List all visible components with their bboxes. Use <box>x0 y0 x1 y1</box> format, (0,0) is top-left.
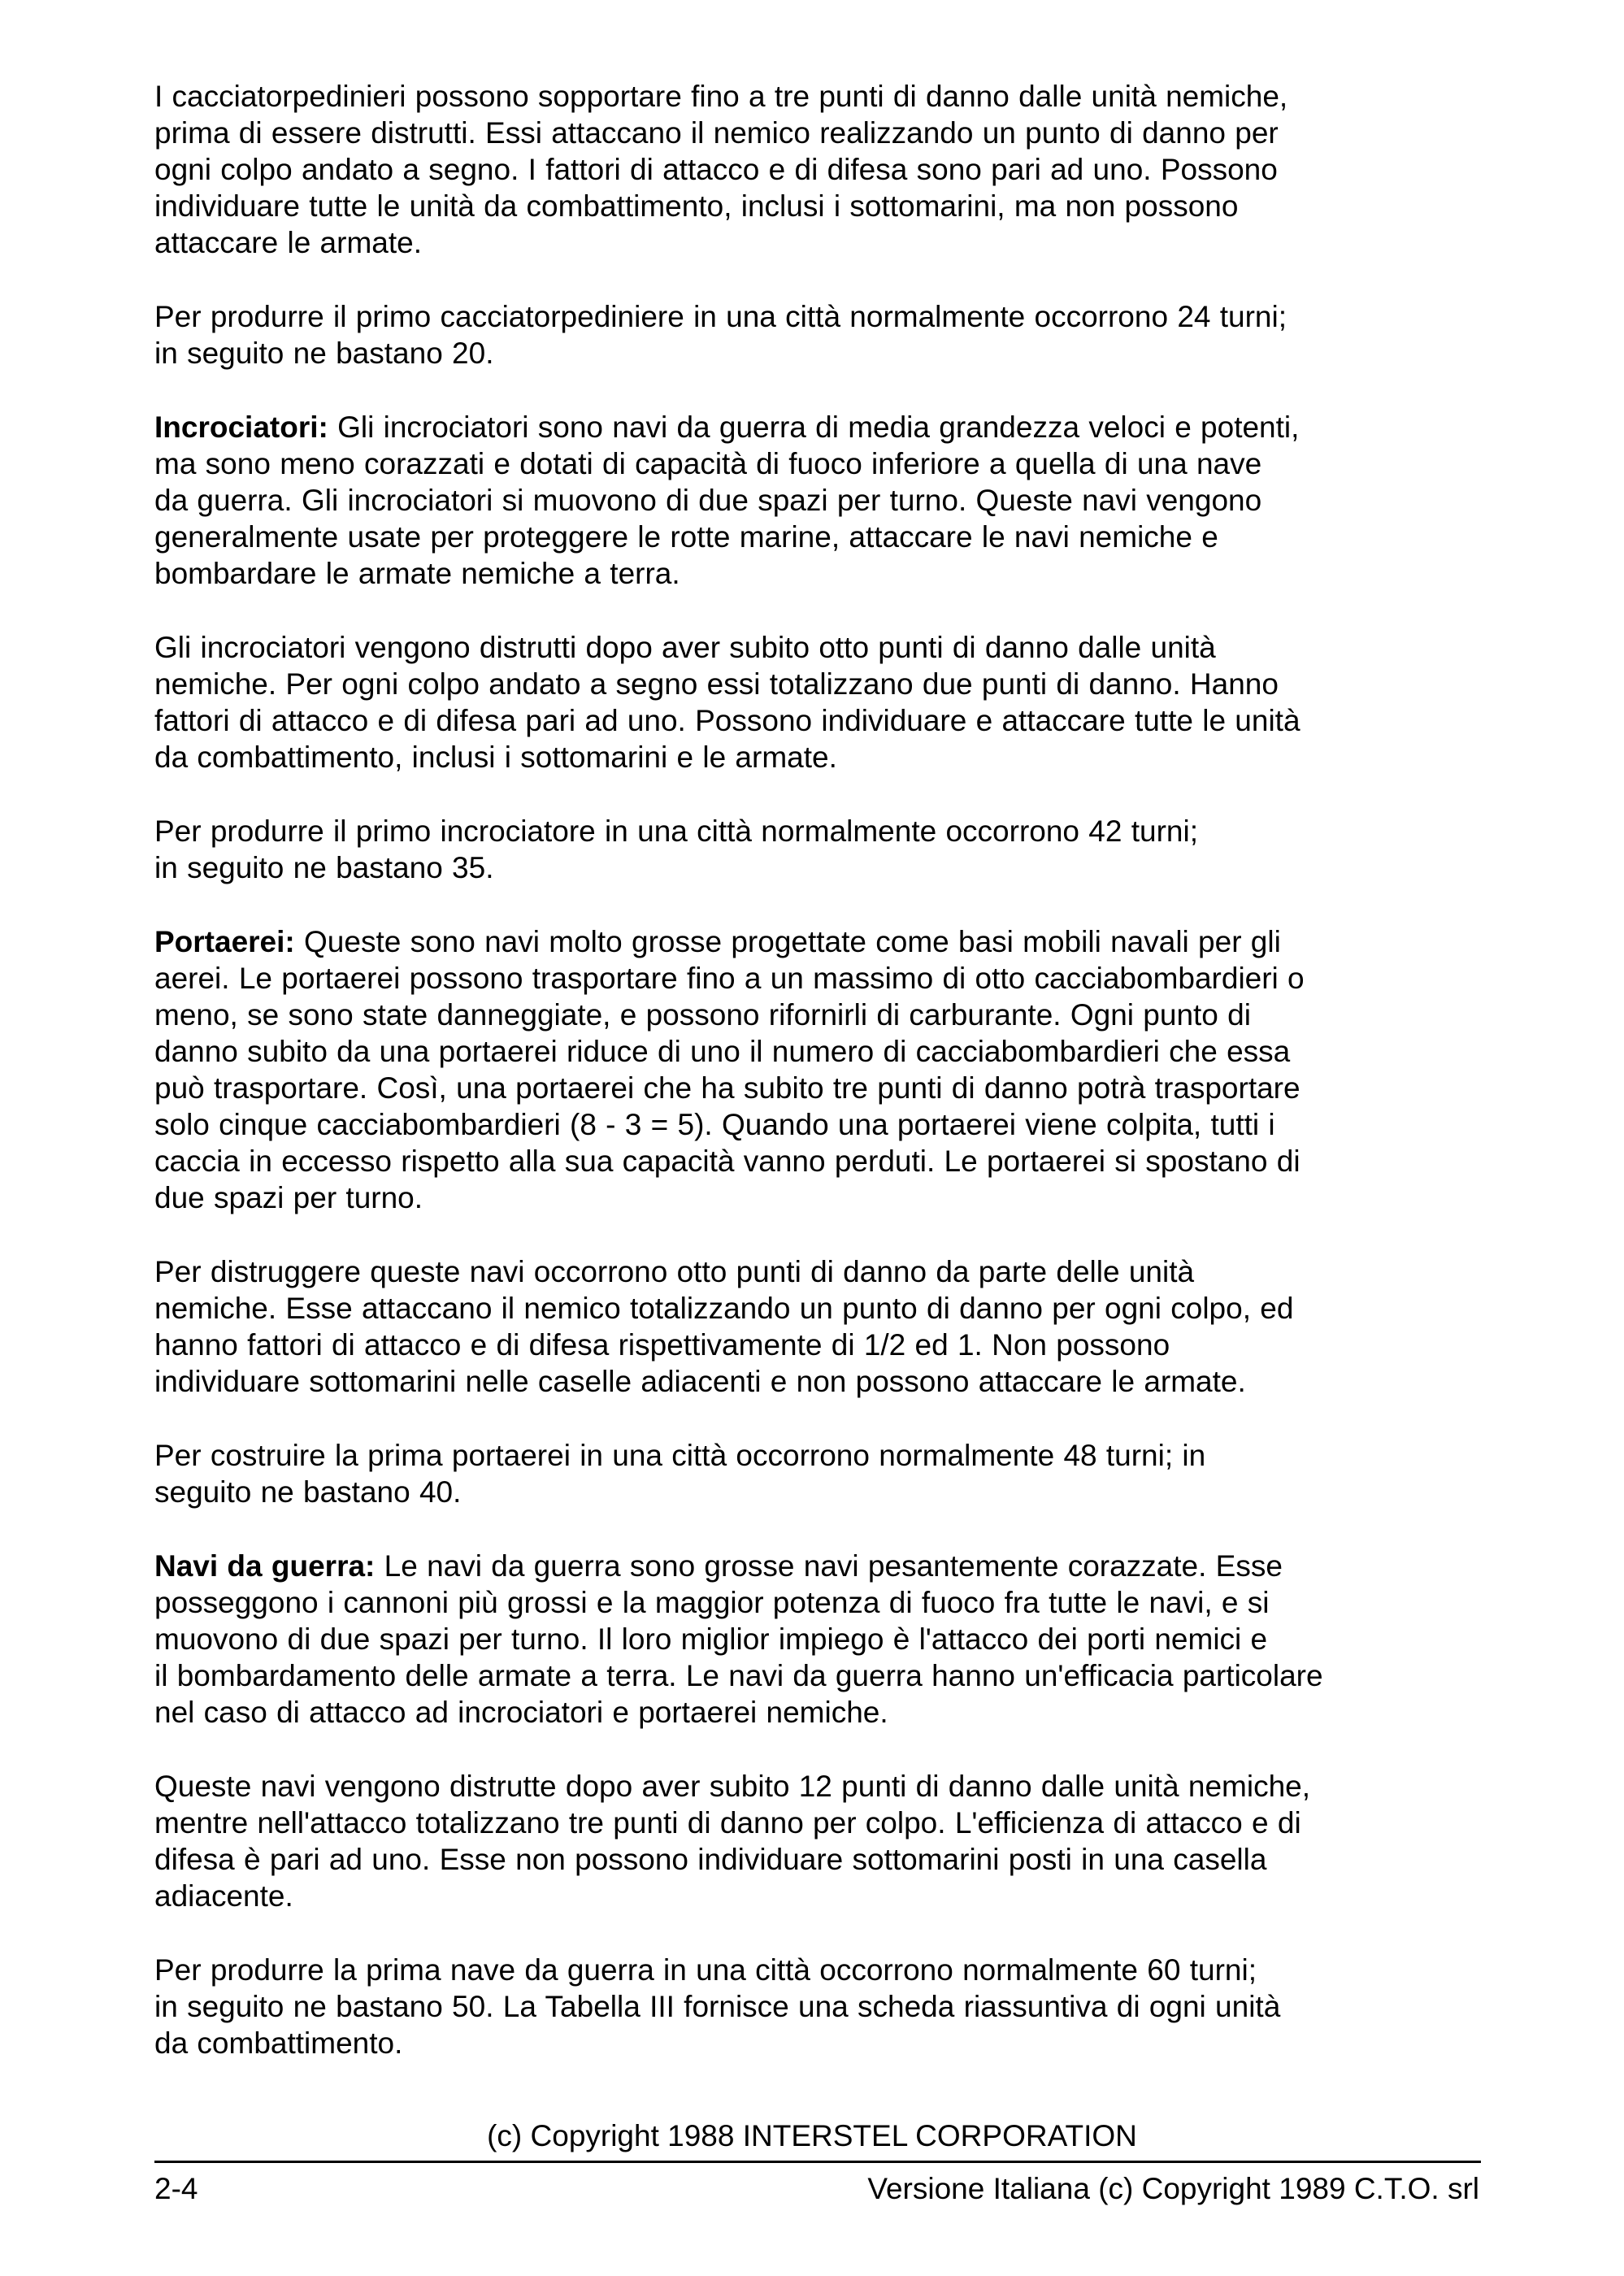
text-line: in seguito ne bastano 35. <box>154 851 494 884</box>
text-line: I cacciatorpedinieri possono sopportare fino a tre punti di danno dalle unità nemiche, <box>154 80 1288 113</box>
page-footer <box>154 2170 1487 2211</box>
text-line: bombardare le armate nemiche a terra. <box>154 557 680 590</box>
text-line: adiacente. <box>154 1879 293 1913</box>
text-line: Queste navi vengono distrutte dopo aver subito 12 punti di danno dalle unità nemiche, <box>154 1770 1311 1803</box>
text-line: posseggono i cannoni più grossi e la maggior potenza di fuoco fra tutte le navi, e si <box>154 1586 1270 1619</box>
text-line: nemiche. Esse attaccano il nemico totalizzando un punto di danno per ogni colpo, ed <box>154 1292 1294 1325</box>
paragraph-cruisers-production <box>154 813 1487 886</box>
text-line: hanno fattori di attacco e di difesa rispettivamente di 1/2 ed 1. Non possono <box>154 1328 1170 1362</box>
text-fragment: Le navi da guerra sono grosse navi pesantemente corazzate. Esse <box>375 1549 1283 1583</box>
text-line: nemiche. Per ogni colpo andato a segno essi totalizzano due punti di danno. Hanno <box>154 667 1279 701</box>
footer-divider <box>154 2161 1481 2163</box>
text-line: due spazi per turno. <box>154 1181 423 1214</box>
paragraph-carriers-intro <box>154 923 1487 1216</box>
paragraph-carriers-damage <box>154 1253 1487 1400</box>
paragraph-cruisers-damage <box>154 629 1487 775</box>
text-line: ma sono meno corazzati e dotati di capacità di fuoco inferiore a quella di una nave <box>154 447 1262 480</box>
text-line: il bombardamento delle armate a terra. Le navi da guerra hanno un'efficacia particolare <box>154 1659 1323 1692</box>
paragraph-battleships-production <box>154 1952 1487 2061</box>
page-body <box>154 78 1487 2099</box>
text-line: individuare sottomarini nelle caselle adiacenti e non possono attaccare le armate. <box>154 1365 1246 1398</box>
text-line: da combattimento. <box>154 2026 403 2060</box>
text-line: Per produrre il primo cacciatorpediniere in una città normalmente occorrono 24 turni; <box>154 300 1287 333</box>
text-line: individuare tutte le unità da combattimento, inclusi i sottomarini, ma non possono <box>154 189 1239 223</box>
text-line: seguito ne bastano 40. <box>154 1475 462 1509</box>
text-line: può trasportare. Così, una portaerei che ha subito tre punti di danno potrà trasportare <box>154 1071 1301 1105</box>
edition-notice: Versione Italiana (c) Copyright 1989 C.T.O. srl <box>867 2172 1479 2205</box>
text-line: muovono di due spazi per turno. Il loro miglior impiego è l'attacco dei porti nemici e <box>154 1622 1268 1656</box>
text-line: da guerra. Gli incrociatori si muovono di due spazi per turno. Queste navi vengono <box>154 484 1262 517</box>
text-line: aerei. Le portaerei possono trasportare fino a un massimo di otto cacciabombardieri o <box>154 962 1305 995</box>
text-line: da combattimento, inclusi i sottomarini e le armate. <box>154 741 837 774</box>
text-line: fattori di attacco e di difesa pari ad uno. Possono individuare e attaccare tutte le unità <box>154 704 1301 737</box>
text-line: Per distruggere queste navi occorrono otto punti di danno da parte delle unità <box>154 1255 1195 1288</box>
text-line: meno, se sono state danneggiate, e possono rifornirli di carburante. Ogni punto di <box>154 998 1251 1032</box>
text-line <box>154 409 1487 445</box>
text-line: ogni colpo andato a segno. I fattori di attacco e di difesa sono pari ad uno. Possono <box>154 153 1278 186</box>
paragraph-destroyers-production <box>154 298 1487 371</box>
section-term-carriers: Portaerei: <box>154 925 295 958</box>
text-line: Gli incrociatori vengono distrutti dopo aver subito otto punti di danno dalle unità <box>154 631 1216 664</box>
text-line: mentre nell'attacco totalizzano tre punti di danno per colpo. L'efficienza di attacco e di <box>154 1806 1301 1839</box>
text-line: in seguito ne bastano 50. La Tabella III fornisce una scheda riassuntiva di ogni unità <box>154 1990 1281 2023</box>
paragraph-battleships-damage <box>154 1768 1487 1914</box>
text-fragment: Queste sono navi molto grosse progettate come basi mobili navali per gli <box>294 925 1281 958</box>
text-line: nel caso di attacco ad incrociatori e portaerei nemiche. <box>154 1696 888 1729</box>
section-term-cruisers: Incrociatori: <box>154 410 328 444</box>
text-line: difesa è pari ad uno. Esse non possono individuare sottomarini posti in una casella <box>154 1843 1267 1876</box>
paragraph-destroyers-damage <box>154 78 1487 261</box>
text-line: in seguito ne bastano 20. <box>154 337 494 370</box>
text-line: solo cinque cacciabombardieri (8 - 3 = 5). Quando una portaerei viene colpita, tutti i <box>154 1108 1275 1141</box>
copyright-notice: (c) Copyright 1988 INTERSTEL CORPORATION <box>487 2119 1137 2152</box>
paragraph-carriers-production <box>154 1437 1487 1510</box>
text-line: Per produrre il primo incrociatore in una città normalmente occorrono 42 turni; <box>154 814 1198 848</box>
text-line: caccia in eccesso rispetto alla sua capacità vanno perduti. Le portaerei si spostano di <box>154 1145 1301 1178</box>
text-line: generalmente usate per proteggere le rotte marine, attaccare le navi nemiche e <box>154 520 1218 554</box>
text-line: danno subito da una portaerei riduce di uno il numero di cacciabombardieri che essa <box>154 1035 1291 1068</box>
section-term-battleships: Navi da guerra: <box>154 1549 376 1583</box>
text-line: Per produrre la prima nave da guerra in una città occorrono normalmente 60 turni; <box>154 1953 1257 1987</box>
paragraph-battleships-intro <box>154 1548 1487 1731</box>
text-line <box>154 923 1487 960</box>
text-line <box>154 1548 1487 1584</box>
text-line: Per costruire la prima portaerei in una città occorrono normalmente 48 turni; in <box>154 1439 1206 1472</box>
text-fragment: Gli incrociatori sono navi da guerra di media grandezza veloci e potenti, <box>328 410 1300 444</box>
text-line: attaccare le armate. <box>154 226 422 259</box>
paragraph-cruisers-intro <box>154 409 1487 592</box>
page-number: 2-4 <box>154 2172 198 2205</box>
text-line: prima di essere distrutti. Essi attaccano il nemico realizzando un punto di danno per <box>154 116 1279 150</box>
